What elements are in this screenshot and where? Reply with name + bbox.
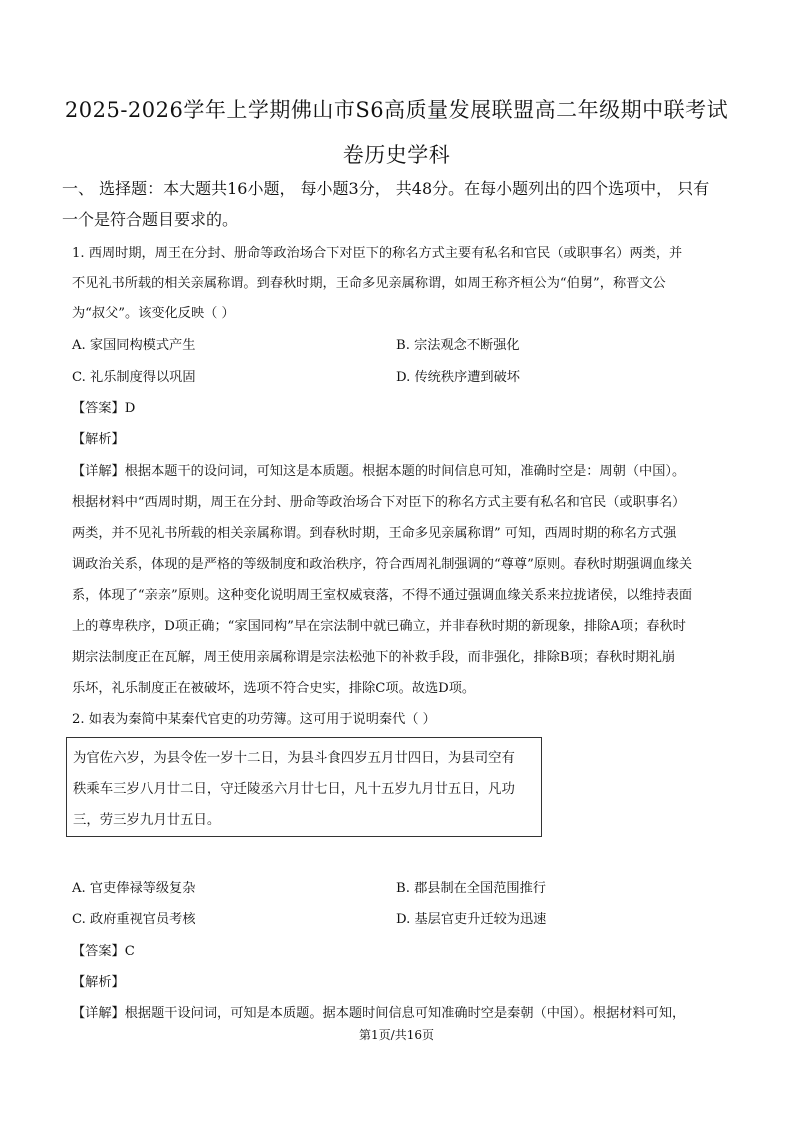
q1-option-c: C. 礼乐制度得以巩固 [72, 370, 196, 385]
q1-detail-line-8: 乐坏，礼乐制度正在被破坏，选项不符合史实，排除C项。故选D项。 [72, 681, 476, 696]
q2-analysis-label: 【解析】 [72, 975, 125, 990]
q1-detail-line-6: 上的尊卑秩序，D项正确；“家国同构”早在宗法制中就已确立，并非春秋时期的新现象，排除A项；春秋时 [72, 619, 686, 634]
q1-option-a: A. 家国同构模式产生 [72, 338, 196, 353]
q2-option-c: C. 政府重视官员考核 [72, 912, 196, 927]
q1-detail-line-1: 【详解】根据本题干的设问词，可知这是本质题。根据本题的时间信息可知，准确时空是：周朝（中国）。 [72, 464, 686, 479]
document-title-line-1: 2025-2026学年上学期佛山市S6高质量发展联盟高二年级期中联考试 [64, 98, 729, 122]
q1-detail-line-7: 期宗法制度正在瓦解，周王使用亲属称谓是宗法松弛下的补救手段，而非强化，排除B项；春秋时期礼崩 [72, 650, 676, 665]
q1-detail-line-4: 调政治关系，体现的是严格的等级制度和政治秩序，符合西周礼制强调的“尊尊”原则。春秋时期强调血缘关 [72, 557, 693, 572]
q1-stem-line-3: 为“叔父”。该变化反映（ ） [72, 306, 235, 321]
q2-table-line-2: 秩乘车三岁八月廿二日，守迁陵丞六月廿七日，凡十五岁九月廿五日，凡功 [73, 782, 515, 797]
page-number-footer: 第1页/共16页 [359, 1028, 434, 1042]
section-heading-line-1: 一、 选择题：本大题共16小题， 每小题3分， 共48分。在每小题列出的四个选项中， 只有 [62, 179, 710, 198]
q2-material-table [66, 737, 542, 837]
q2-table-line-1: 为官佐六岁，为县令佐一岁十二日，为县斗食四岁五月廿四日，为县司空有 [73, 751, 515, 766]
q1-detail-line-5: 系，体现了“亲亲”原则。这种变化说明周王室权威衰落，不得不通过强调血缘关系来拉拢诸侯，以维持表面 [72, 588, 693, 603]
q2-option-d: D. 基层官吏升迁较为迅速 [396, 912, 547, 927]
document-title-line-2: 卷历史学科 [342, 143, 451, 167]
q1-detail-line-3: 两类，并不见礼书所载的相关亲属称谓。到春秋时期，王命多见亲属称谓” 可知，西周时期的称名方式强 [72, 526, 677, 541]
q2-option-a: A. 官吏俸禄等级复杂 [72, 881, 196, 896]
q1-option-d: D. 传统秩序遭到破坏 [396, 370, 520, 385]
q2-option-b: B. 郡县制在全国范围推行 [396, 881, 546, 896]
q1-stem-line-1: 1. 西周时期，周王在分封、册命等政治场合下对臣下的称名方式主要有私名和官民（或职事名）两类，并 [72, 246, 683, 261]
section-heading-line-2: 一个是符合题目要求的。 [62, 210, 239, 229]
q2-table-line-3: 三，劳三岁九月廿五日。 [73, 813, 221, 828]
q2-answer: 【答案】C [72, 944, 135, 959]
q1-analysis-label: 【解析】 [72, 432, 125, 447]
q2-detail-line-1: 【详解】根据题干设问词，可知是本质题。据本题时间信息可知准确时空是秦朝（中国）。根据材料可知， [72, 1006, 686, 1021]
q2-stem: 2. 如表为秦简中某秦代官吏的功劳簿。这可用于说明秦代（ ） [72, 712, 436, 727]
q1-answer: 【答案】D [72, 401, 136, 416]
q1-option-b: B. 宗法观念不断强化 [396, 338, 520, 353]
q1-detail-line-2: 根据材料中“西周时期，周王在分封、册命等政治场合下对臣下的称名方式主要有私名和官民（或职事名） [72, 495, 686, 510]
q1-stem-line-2: 不见礼书所载的相关亲属称谓。到春秋时期，王命多见亲属称谓，如周王称齐桓公为“伯舅”，称晋文公 [72, 276, 666, 291]
